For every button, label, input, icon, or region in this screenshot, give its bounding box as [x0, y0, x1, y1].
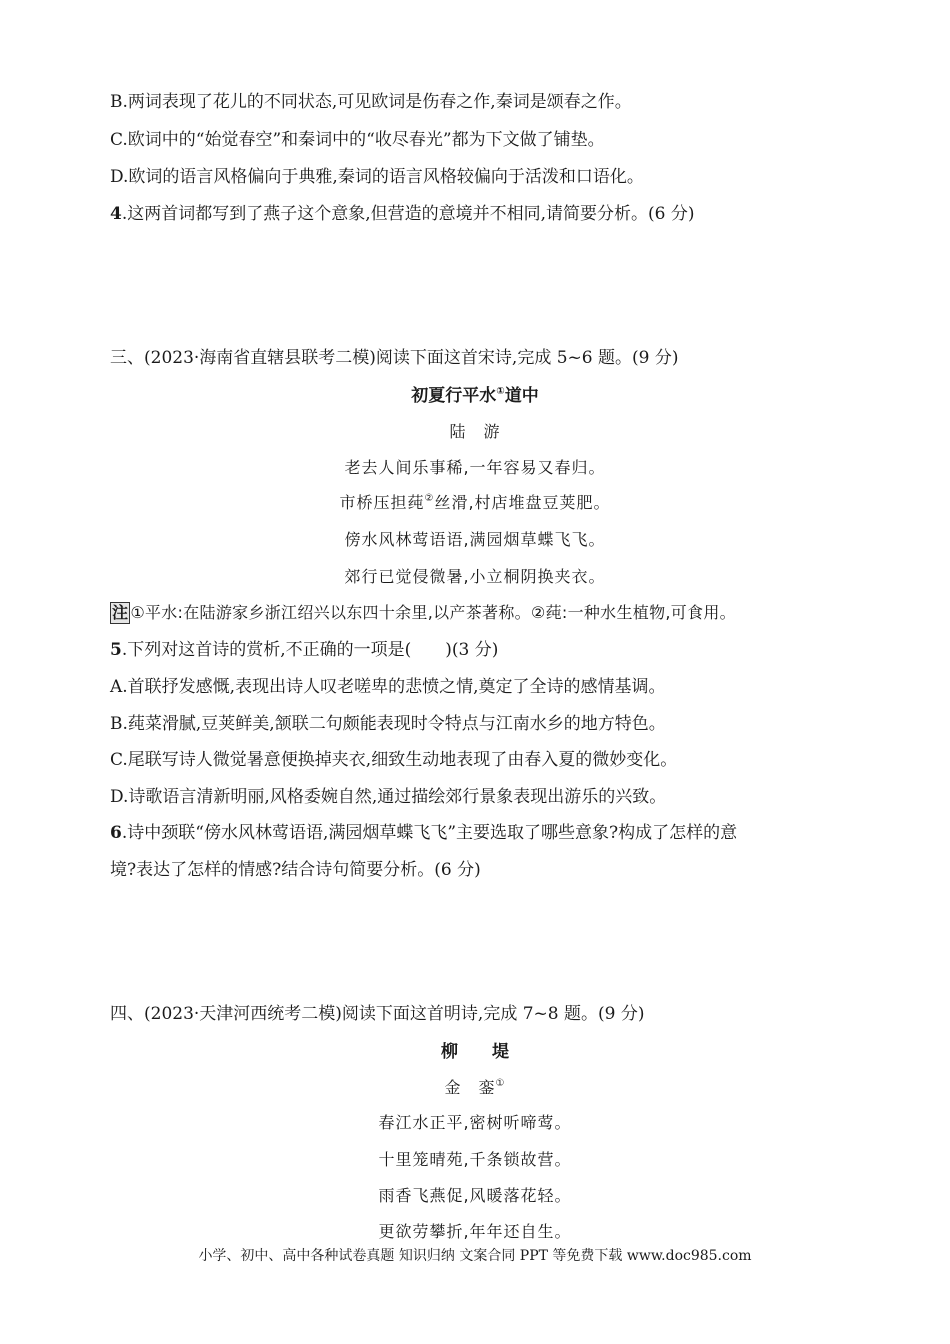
poem-line: 老去人间乐事稀,一年容易又春归。 — [344, 458, 606, 477]
option-c: C.欧词中的“始觉春空”和秦词中的“收尽春光”都为下文做了铺垫。 — [110, 130, 605, 150]
poem-line: 傍水风林莺语语,满园烟草蝶飞飞。 — [344, 530, 606, 549]
footnote-marker: ① — [495, 1078, 506, 1089]
poem-author-name: 金 銮 — [444, 1078, 496, 1097]
option-c: C.尾联写诗人微觉暑意便换掉夹衣,细致生动地表现了由春入夏的微妙变化。 — [110, 750, 678, 770]
poem-line-part: 市桥压担莼 — [339, 493, 425, 512]
section-3-heading: 三、(2023·海南省直辖县联考二模)阅读下面这首宋诗,完成 5~6 题。(9 分) — [110, 348, 679, 368]
question-5 — [110, 638, 498, 662]
poem-line-part: 丝滑,村店堆盘豆荚肥。 — [434, 493, 611, 512]
poem-title-main: 初夏行平水 — [411, 386, 497, 406]
footnote-marker: ② — [424, 493, 435, 504]
section-4-heading: 四、(2023·天津河西统考二模)阅读下面这首明诗,完成 7~8 题。(9 分) — [110, 1004, 645, 1024]
question-6-cont: 境?表达了怎样的情感?结合诗句简要分析。(6 分) — [110, 860, 481, 880]
question-6 — [110, 821, 737, 845]
note-text: ①平水:在陆游家乡浙江绍兴以东四十余里,以产茶著称。②莼:一种水生植物,可食用。 — [130, 603, 736, 622]
footer: 小学、初中、高中各种试卷真题 知识归纳 文案合同 PPT 等免费下载 www.doc985.com — [198, 1248, 752, 1264]
poem-line: 春江水正平,密树听啼莺。 — [378, 1113, 572, 1132]
poem-title: 柳 堤 — [441, 1042, 509, 1062]
poem-line — [0, 491, 950, 515]
question-text: .诗中颈联“傍水风林莺语语,满园烟草蝶飞飞”主要选取了哪些意象?构成了怎样的意 — [121, 823, 738, 843]
question-text: .这两首词都写到了燕子这个意象,但营造的意境并不相同,请简要分析。(6 分) — [121, 204, 695, 224]
question-number: 5 — [110, 640, 122, 660]
option-d: D.诗歌语言清新明丽,风格委婉自然,通过描绘郊行景象表现出游乐的兴致。 — [110, 787, 667, 807]
note-label: 注 — [112, 603, 129, 622]
question-text: .下列对这首诗的赏析,不正确的一项是( )(3 分) — [121, 640, 499, 660]
option-b: B.莼菜滑腻,豆荚鲜美,颔联二句颇能表现时令特点与江南水乡的地方特色。 — [110, 714, 666, 734]
poem-line: 郊行已觉侵微暑,小立桐阴换夹衣。 — [344, 567, 606, 586]
question-4 — [110, 202, 695, 226]
annotation — [110, 601, 736, 625]
poem-line: 雨香飞燕促,风暖落花轻。 — [378, 1186, 572, 1205]
poem-line: 十里笼晴苑,千条锁故营。 — [378, 1150, 572, 1169]
poem-line: 更欲劳攀折,年年还自生。 — [378, 1222, 572, 1241]
poem-title — [0, 384, 950, 408]
question-number: 4 — [110, 204, 122, 224]
option-b: B.两词表现了花儿的不同状态,可见欧词是伤春之作,秦词是颂春之作。 — [110, 92, 632, 112]
poem-title-tail: 道中 — [504, 386, 539, 406]
poem-author: 陆 游 — [449, 422, 501, 441]
footnote-marker: ① — [496, 386, 505, 397]
option-d: D.欧词的语言风格偏向于典雅,秦词的语言风格较偏向于活泼和口语化。 — [110, 167, 644, 187]
question-number: 6 — [110, 823, 122, 843]
poem-author — [0, 1076, 950, 1100]
option-a: A.首联抒发感慨,表现出诗人叹老嗟卑的悲愤之情,奠定了全诗的感情基调。 — [110, 677, 666, 697]
